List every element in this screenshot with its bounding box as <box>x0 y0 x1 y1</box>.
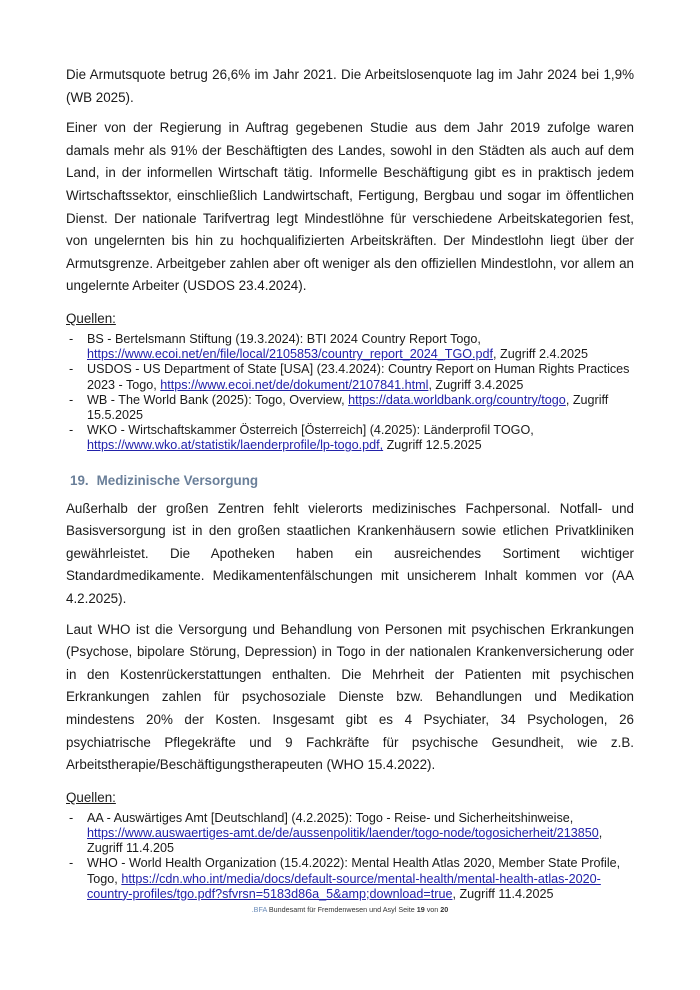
source-link[interactable]: https://data.worldbank.org/country/togo <box>348 392 566 407</box>
source-link[interactable]: https://www.ecoi.net/en/file/local/2105853/country_report_2024_TGO.pdf <box>87 347 494 362</box>
source-text: WKO - Wirtschaftskammer Österreich [Österreich] (4.2025): Länderprofil TOGO, <box>87 423 534 438</box>
sources-title: Quellen: <box>66 310 116 326</box>
dash-bullet: - <box>69 423 74 438</box>
footer-of: von <box>424 905 441 914</box>
section-title: Medizinische Versorgung <box>96 472 259 488</box>
source-access-date: Zugriff 12.5.2025 <box>383 438 482 453</box>
source-item <box>66 811 634 857</box>
source-text: WHO - World Health Organization (15.4.2022): Mental Health Atlas 2020, Member State Profile, Togo, <box>87 856 621 886</box>
section-heading <box>70 472 634 490</box>
source-item <box>66 423 634 453</box>
source-text: BS - Bertelsmann Stiftung (19.3.2024): BTI 2024 Country Report Togo, <box>87 331 481 346</box>
source-item <box>66 362 634 392</box>
page-total: 20 <box>440 905 449 914</box>
page-number: 19 <box>416 905 425 914</box>
dash-bullet: - <box>69 392 74 407</box>
source-text: WB - The World Bank (2025): Togo, Overview, <box>87 392 349 407</box>
source-link[interactable]: https://www.auswaertiges-amt.de/de/aussenpolitik/laender/togo-node/togosicherheit/213850 <box>87 825 599 840</box>
dash-bullet: - <box>69 331 74 346</box>
source-link[interactable]: https://www.ecoi.net/de/dokument/2107841.html <box>160 377 429 392</box>
source-access-date: , Zugriff 3.4.2025 <box>428 377 524 392</box>
source-item <box>66 393 634 423</box>
source-access-date: , Zugriff 15.5.2025 <box>87 392 609 422</box>
dash-bullet: - <box>69 810 74 825</box>
source-access-date: , Zugriff 2.4.2025 <box>493 347 589 362</box>
dash-bullet: - <box>69 362 74 377</box>
source-item <box>66 332 634 362</box>
paragraph-employment: Einer von der Regierung in Auftrag gegebenen Studie aus dem Jahr 2019 zufolge waren damals mehr als 91% der Beschäftigten des Landes, sowohl in den Städten als auch auf dem Land, in der informellen Wirtschaft tätig. Informelle Beschäftigung gibt es in praktisch jedem Wirtschaftssektor, einschließlich Landwirtschaft, Fertigung, Bergbau und sogar im öffentlichen Dienst. Der nationale Tarifvertrag legt Mindestlöhne für verschiedene Arbeitskategorien fest, von ungelernten bis hin zu hochqualifizierten Arbeitskräften. Der Mindestlohn liegt über der Armutsgrenze. Arbeitgeber zahlen aber oft weniger als den offiziellen Mindestlohn, vor allem an ungelernte Arbeiter (USDOS 23.4.2024). <box>66 120 634 294</box>
dash-bullet: - <box>69 856 74 871</box>
document-page <box>66 64 634 902</box>
sources-title: Quellen: <box>66 789 116 805</box>
source-access-date: , Zugriff 11.4.2025 <box>452 886 554 901</box>
paragraph-medical-staff: Außerhalb der großen Zentren fehlt vielerorts medizinisches Fachpersonal. Notfall- und Basisversorgung ist in den großen staatlichen Krankenhäusern sowie etlichen Privatkliniken gewährleistet. Die Apotheken haben ein ausreichendes Sortiment wichtiger Standardmedikamente. Medikamentenfälschungen mit unsicherem Inhalt kommen vor (AA 4.2.2025). <box>66 500 634 606</box>
source-link[interactable]: https://cdn.who.int/media/docs/default-source/mental-health/mental-health-atlas-2020-country-profiles/tgo.pdf?sfvrsn=5183d86a_5&amp;download=true <box>87 871 601 901</box>
sources-list <box>66 332 634 454</box>
source-link[interactable]: https://www.wko.at/statistik/laenderprofile/lp-togo.pdf, <box>87 438 384 453</box>
source-text: AA - Auswärtiges Amt [Deutschland] (4.2.2025): Togo - Reise- und Sicherheitshinweise, <box>87 810 574 825</box>
page-footer <box>0 905 700 914</box>
source-text: USDOS - US Department of State [USA] (23.4.2024): Country Report on Human Rights Practices 2023 - Togo, <box>87 362 630 392</box>
bfa-logo-text: .BFA <box>251 905 267 914</box>
source-item <box>66 856 634 902</box>
paragraph-mental-health: Laut WHO ist die Versorgung und Behandlung von Personen mit psychischen Erkrankungen (Psychose, bipolare Störung, Depression) in Togo in der nationalen Krankenversicherung oder in den Kostenrückerstattungen enthalten. Die Mehrheit der Patienten mit psychischen Erkrankungen zahlen für psychosoziale Dienste bzw. Behandlungen und Medikation mindestens 20% der Kosten. Insgesamt gibt es 4 Psychiater, 34 Psychologen, 26 psychiatrische Pflegekräfte und 9 Fachkräfte für psychische Gesundheit, wie z.B. Arbeitstherapie/Beschäftigungstherapeuten (WHO 15.4.2022). <box>66 621 634 773</box>
paragraph-poverty: Die Armutsquote betrug 26,6% im Jahr 2021. Die Arbeitslosenquote lag im Jahr 2024 bei 1,9% (WB 2025). <box>66 67 634 105</box>
footer-org: Bundesamt für Fremdenwesen und Asyl Seite <box>266 905 417 914</box>
source-access-date: , Zugriff 11.4.205 <box>87 825 603 856</box>
section-number: 19. <box>70 472 89 488</box>
sources-list <box>66 811 634 902</box>
